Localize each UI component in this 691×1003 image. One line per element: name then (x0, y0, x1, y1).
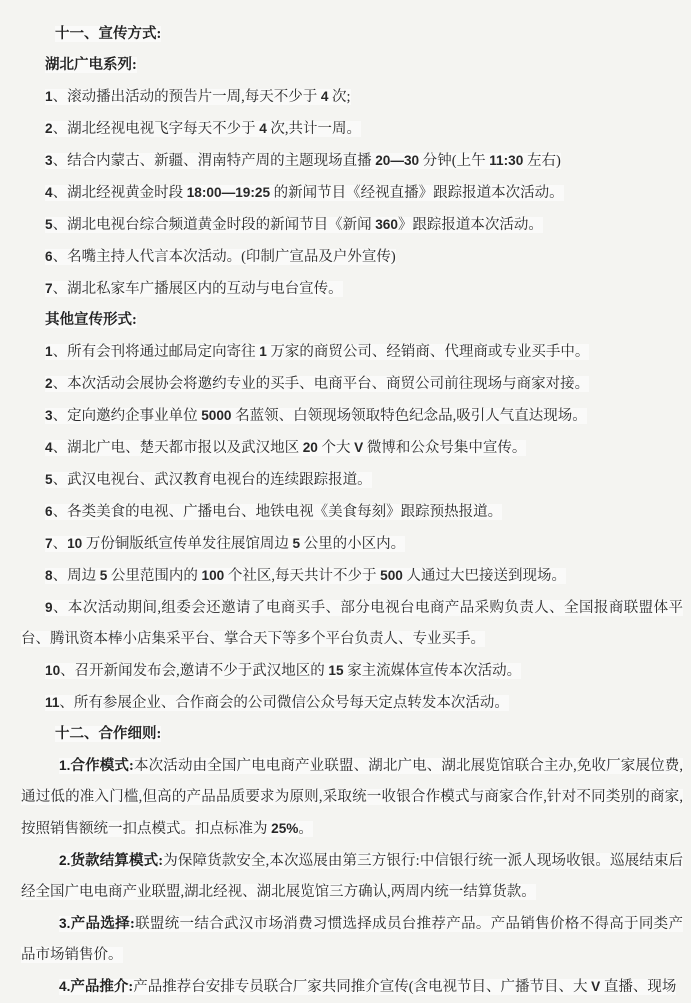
latin-run: 20 (302, 440, 318, 455)
latin-run: 1. (59, 758, 71, 773)
item-text: 8、周边 5 公里范围内的 100 个社区,每天共计不少于 500 人通过大巴接送到现场。 (45, 568, 566, 584)
latin-run: 100 (201, 568, 225, 583)
latin-run: 500 (380, 568, 403, 583)
latin-run: 2. (59, 853, 71, 868)
latin-run: 9 (45, 600, 53, 615)
other-item-9 (21, 592, 683, 655)
other-item-1 (21, 336, 683, 368)
other-item-4 (21, 432, 683, 464)
subheading-text: 其他宣传形式: (45, 312, 137, 328)
rule-text: 本次活动由全国广电电商产业联盟、湖北广电、湖北展览馆联合主办,免收厂家展位费,通过低的准入门槛,但高的产品品质要求为原则,采取统一收银合作模式与商家合作,针对不同类别的商家,按照销售额统一扣点模式。扣点标准为 25%。 (21, 758, 683, 837)
coop-rule-1 (21, 750, 683, 845)
latin-run: V (591, 979, 601, 994)
latin-run: 11:30 (489, 153, 524, 168)
heading-text: 十一、宣传方式: (55, 26, 162, 42)
latin-run: 360 (375, 217, 398, 232)
latin-run: 7 (45, 281, 53, 296)
latin-run: 4 (45, 440, 53, 455)
latin-run: V (354, 440, 364, 455)
heading-section-11 (21, 19, 683, 50)
latin-run: 1 (45, 89, 53, 104)
latin-run: 2 (45, 376, 53, 391)
latin-run: 6 (45, 504, 53, 519)
other-item-3 (21, 400, 683, 432)
latin-run: — (221, 185, 236, 200)
latin-run: 4 (259, 121, 267, 136)
latin-run: 2 (45, 121, 53, 136)
item-text: 2、湖北经视电视飞字每天不少于 4 次,共计一周。 (45, 121, 362, 137)
subheading-other-promo-forms (21, 305, 683, 336)
heading-text: 十二、合作细则: (55, 726, 162, 742)
latin-run: 25% (271, 821, 299, 836)
latin-run: 20 (375, 153, 391, 168)
latin-run: 4 (320, 89, 329, 104)
item-text: 5、武汉电视台、武汉教育电视台的连续跟踪报道。 (45, 472, 372, 488)
item-text: 1、滚动播出活动的预告片一周,每天不少于 4 次; (45, 89, 351, 105)
subheading-text: 湖北广电系列: (45, 57, 137, 73)
latin-run: 3. (59, 916, 71, 931)
item-text: 7、10 万份铜版纸宣传单发往展馆周边 5 公里的小区内。 (45, 536, 406, 552)
item-text: 3、定向邀约企事业单位 5000 名蓝领、白领现场领取特色纪念品,吸引人气直达现场。 (45, 408, 587, 424)
rule-title: 3.产品选择: (59, 916, 135, 932)
latin-run: — (390, 153, 404, 168)
item-text: 1、所有会刊将通过邮局定向寄往 1 万家的商贸公司、经销商、代理商或专业买手中。 (45, 344, 590, 360)
coop-rule-4 (21, 971, 683, 1003)
promo-item-1 (21, 81, 683, 113)
latin-run: 11 (45, 695, 60, 710)
item-text: 5、湖北电视台综合频道黄金时段的新闻节目《新闻 360》跟踪报道本次活动。 (45, 217, 543, 233)
rule-text: 联盟统一结合武汉市场消费习惯选择成员台推荐产品。产品销售价格不得高于同类产品市场销售价。 (21, 916, 683, 963)
item-text: 4、湖北经视黄金时段 18:00—19:25 的新闻节目《经视直播》跟踪报道本次活动。 (45, 185, 564, 201)
coop-rule-2 (21, 845, 683, 908)
latin-run: 5 (45, 472, 53, 487)
other-item-8 (21, 560, 683, 592)
other-item-2 (21, 368, 683, 400)
rule-text: 为保障货款安全,本次巡展由第三方银行:中信银行统一派人现场收银。巡展结束后经全国广电电商产业联盟,湖北经视、湖北展览馆三方确认,两周内统一结算货款。 (21, 853, 684, 900)
item-text: 2、本次活动会展协会将邀约专业的买手、电商平台、商贸公司前往现场与商家对接。 (45, 376, 590, 392)
latin-run: 1 (45, 344, 53, 359)
rule-title: 2.货款结算模式: (59, 853, 164, 869)
latin-run: 5000 (201, 408, 232, 423)
heading-section-12 (21, 719, 683, 750)
latin-run: 3 (45, 408, 53, 423)
latin-run: 10 (45, 663, 61, 678)
rule-text: 产品推荐台安排专员联合厂家共同推介宣传(含电视节目、广播节目、大 V 直播、现场 (133, 979, 677, 995)
item-text: 6、名嘴主持人代言本次活动。(印制广宣品及户外宣传) (45, 249, 396, 265)
latin-run: 7 (45, 536, 53, 551)
promo-item-7 (21, 273, 683, 305)
latin-run: 5 (292, 536, 301, 551)
item-text: 7、湖北私家车广播展区内的互动与电台宣传。 (45, 281, 343, 297)
latin-run: 10 (67, 536, 83, 551)
coop-rule-3 (21, 908, 683, 971)
latin-run: 30 (403, 153, 420, 168)
item-text: 11、所有参展企业、合作商会的公司微信公众号每天定点转发本次活动。 (45, 695, 509, 711)
latin-run: 15 (328, 663, 344, 678)
item-text: 3、结合内蒙古、新疆、渭南特产周的主题现场直播 20—30 分钟(上午 11:30 左右) (45, 153, 561, 169)
rule-title: 1.合作模式: (59, 758, 134, 774)
item-text: 4、湖北广电、楚天都市报以及武汉地区 20 个大 V 微博和公众号集中宣传。 (45, 440, 527, 456)
item-text: 6、各类美食的电视、广播电台、地铁电视《美食每刻》跟踪预热报道。 (45, 504, 503, 520)
other-item-5 (21, 464, 683, 496)
latin-run: 4 (45, 185, 53, 200)
promo-item-4 (21, 177, 683, 209)
latin-run: 6 (45, 249, 53, 264)
item-text: 9、本次活动期间,组委会还邀请了电商买手、部分电视台电商产品采购负责人、全国报商联盟体平台、腾讯资本棒小店集采平台、掌合天下等多个平台负责人、专业买手。 (21, 600, 683, 647)
promo-item-3 (21, 145, 683, 177)
latin-run: 5 (99, 568, 108, 583)
latin-run: 3 (45, 153, 53, 168)
promo-item-2 (21, 113, 683, 145)
subheading-hubei-broadcast-series (21, 50, 683, 81)
latin-run: 18:00 (186, 185, 222, 200)
other-item-6 (21, 496, 683, 528)
latin-run: 4. (59, 979, 71, 994)
latin-run: 1 (259, 344, 267, 359)
promo-item-5 (21, 209, 683, 241)
latin-run: 5 (45, 217, 53, 232)
promo-item-6 (21, 241, 683, 273)
other-item-11 (21, 687, 683, 719)
item-text: 10、召开新闻发布会,邀请不少于武汉地区的 15 家主流媒体宣传本次活动。 (45, 663, 522, 679)
other-item-7 (21, 528, 683, 560)
rule-title: 4.产品推介: (59, 979, 134, 995)
latin-run: 19:25 (235, 185, 271, 200)
other-item-10 (21, 655, 683, 687)
latin-run: 8 (45, 568, 53, 583)
